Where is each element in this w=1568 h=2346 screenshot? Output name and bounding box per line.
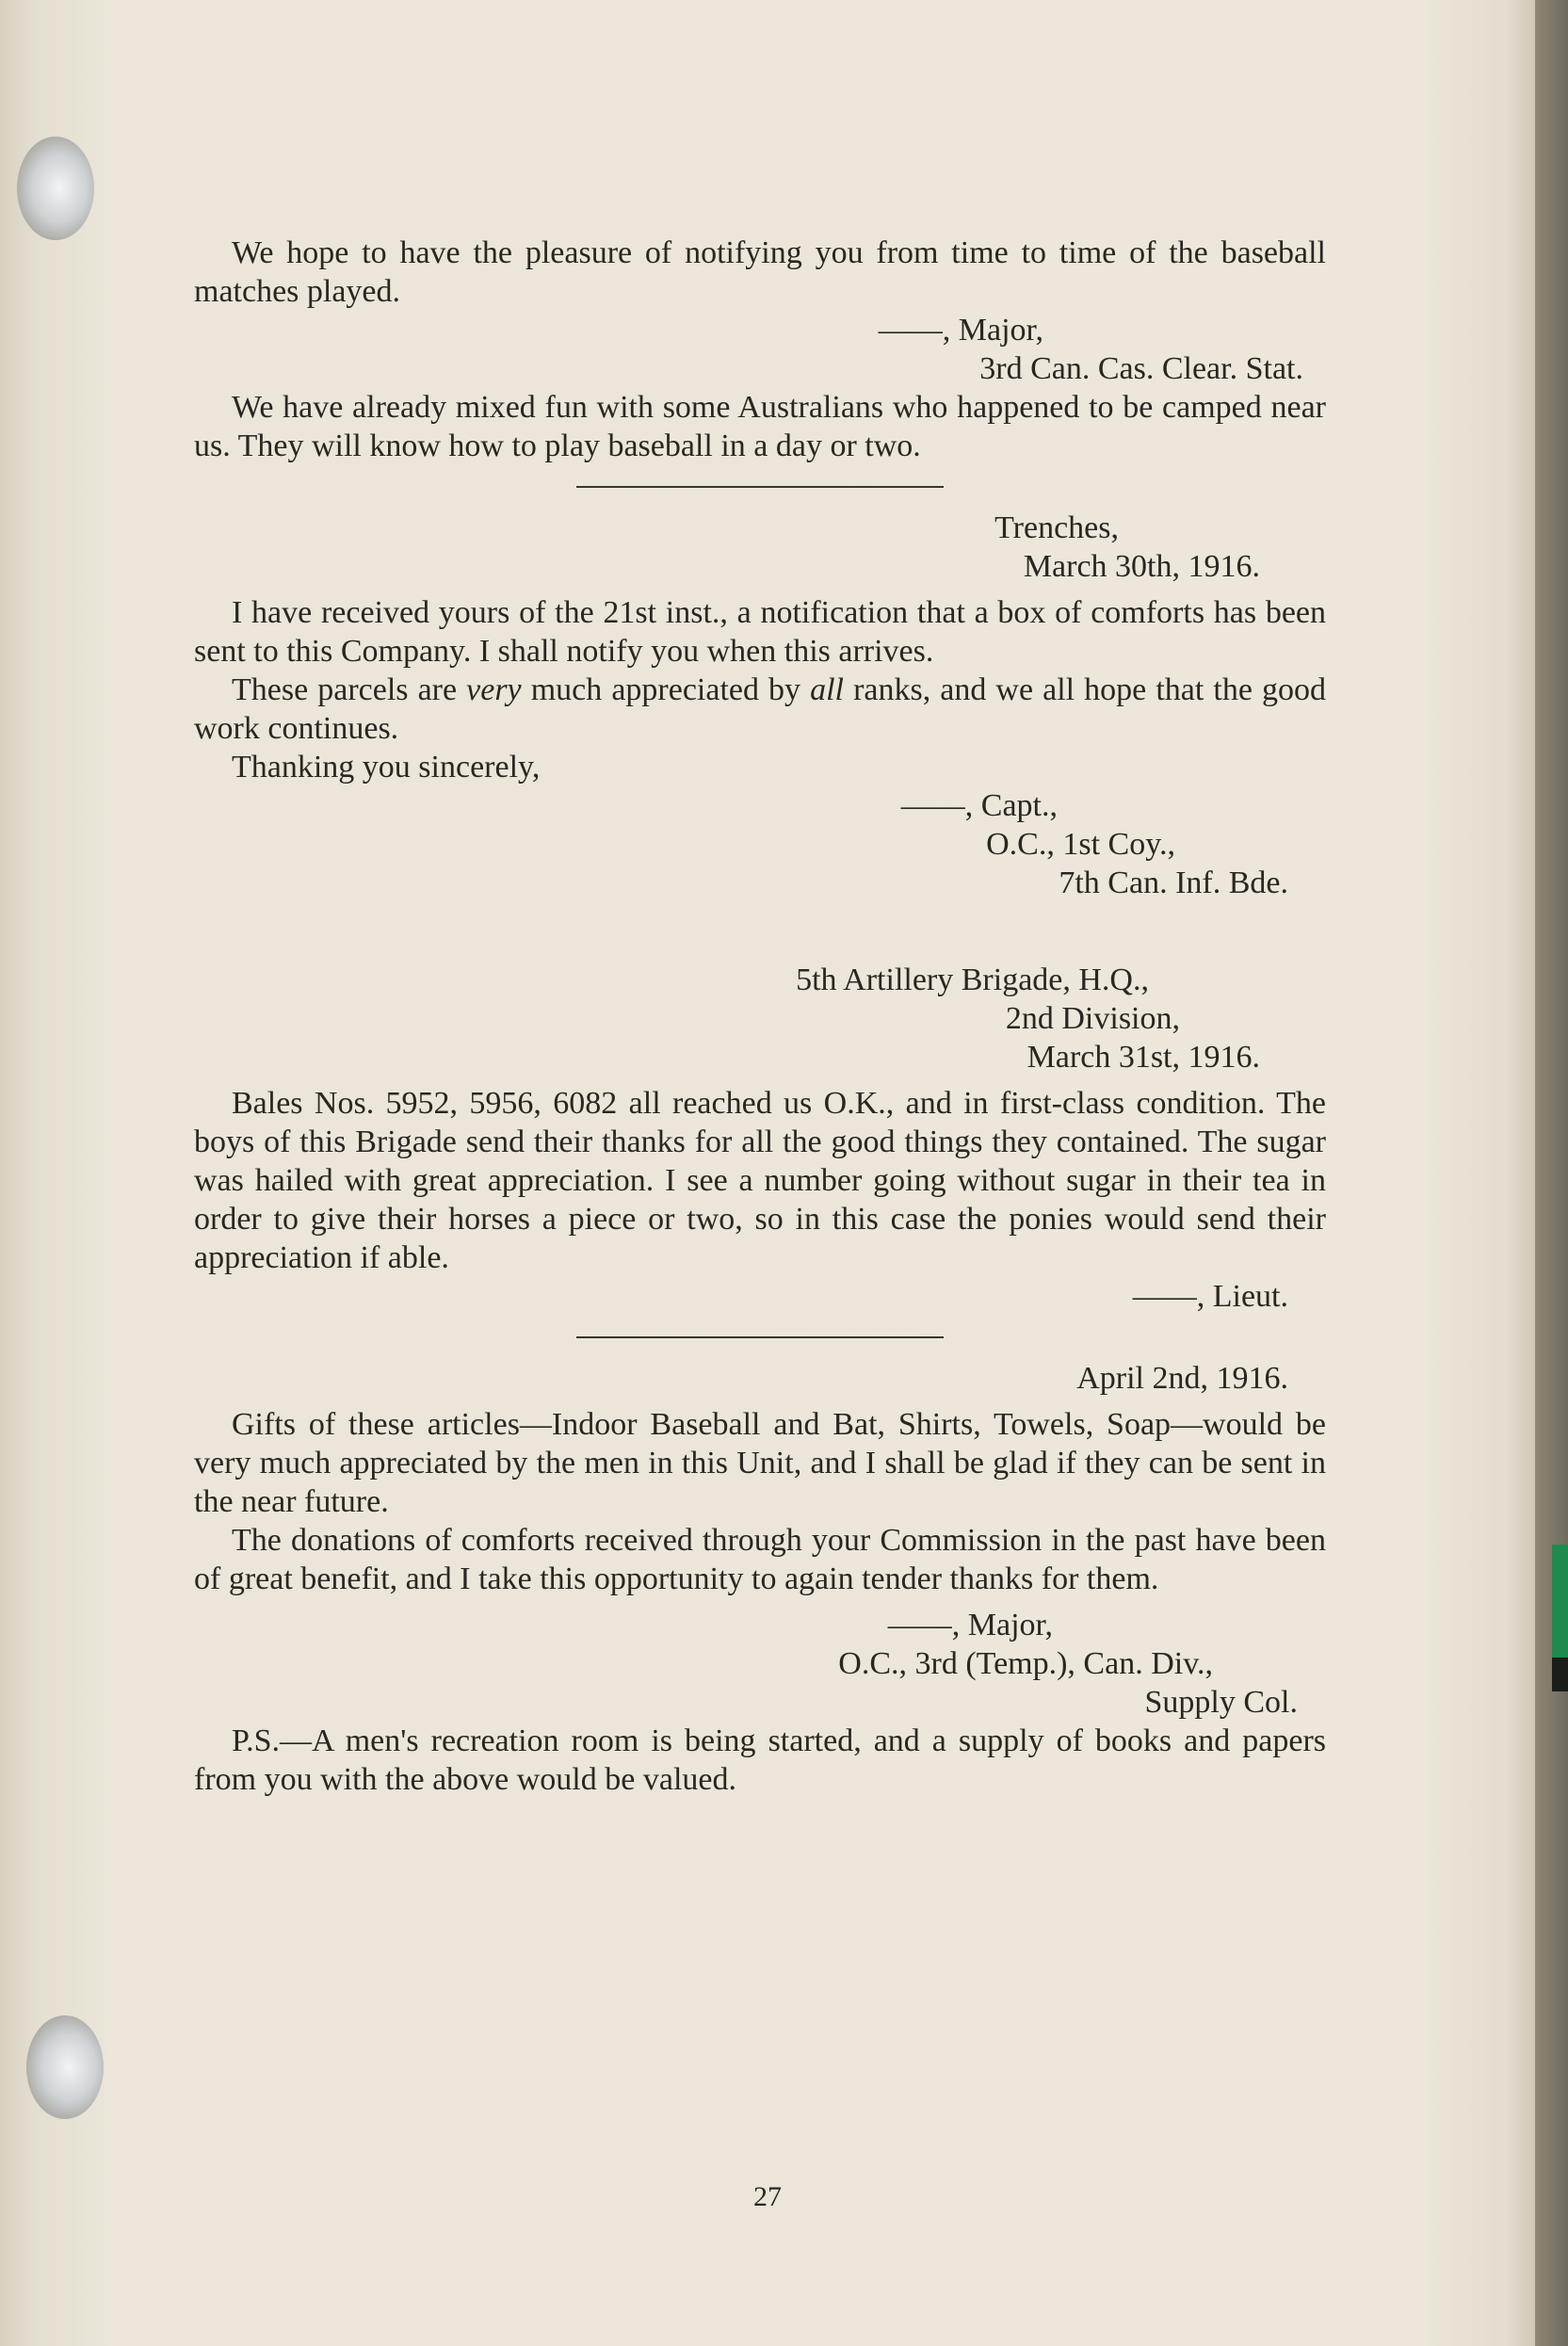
emphasis-all: all xyxy=(810,672,845,707)
letter-4-heading-date: April 2nd, 1916. xyxy=(1076,1361,1288,1396)
letter-4-paragraph-2: The donations of comforts received through your Commission in the past have been of great benefit, and I take this opportunity to again tender thanks for them. xyxy=(194,1523,1326,1596)
letter-2-signature-title: O.C., 1st Coy., xyxy=(986,827,1175,862)
letter-4-postscript: P.S.—A men's recreation room is being started, and a supply of books and papers from you with the above would be valued. xyxy=(194,1723,1326,1797)
binder-hole-top xyxy=(17,137,94,240)
emphasis-very: very xyxy=(466,672,522,707)
letter-2-heading-place: Trenches, xyxy=(994,510,1119,545)
letter-1-postscript: We have already mixed fun with some Australians who happened to be camped near us. They will know how to play baseball in a day or two. xyxy=(194,390,1326,463)
letter-2-heading-date: March 30th, 1916. xyxy=(1023,549,1260,584)
page-edge xyxy=(1535,0,1568,2346)
letter-4-signature-unit: Supply Col. xyxy=(1144,1685,1298,1720)
letter-2-paragraph-1: I have received yours of the 21st inst., a notification that a box of comforts has been sent to this Company. I shall notify you when this arrives. xyxy=(194,595,1326,669)
letter-3-heading-date: March 31st, 1916. xyxy=(1026,1040,1260,1075)
letter-4 xyxy=(194,1359,1326,1799)
letter-2-signature-unit: 7th Can. Inf. Bde. xyxy=(1059,866,1288,900)
letter-2-signature-name: ——, Capt., xyxy=(900,788,1058,823)
letter-1 xyxy=(194,234,1326,465)
letter-1-paragraph: We hope to have the pleasure of notifying you from time to time of the baseball matches played. xyxy=(194,235,1326,309)
letter-3-signature: ——, Lieut. xyxy=(1132,1279,1288,1314)
document-body xyxy=(194,234,1326,1799)
letter-4-paragraph-1: Gifts of these articles—Indoor Baseball and Bat, Shirts, Towels, Soap—would be very much appreciated by the men in this Unit, and I shall be glad if they can be sent in the near future. xyxy=(194,1407,1326,1519)
letter-2 xyxy=(194,509,1326,902)
section-divider xyxy=(576,486,944,488)
letter-1-signature-name: ——, Major, xyxy=(878,313,1043,348)
letter-2-paragraph-2: These parcels are very much appreciated by all ranks, and we all hope that the good work continues. xyxy=(194,672,1326,746)
page-number: 27 xyxy=(753,2181,782,2212)
letter-3-heading-division: 2nd Division, xyxy=(1005,1001,1180,1036)
green-index-tab xyxy=(1552,1545,1568,1658)
letter-1-signature-unit: 3rd Can. Cas. Clear. Stat. xyxy=(979,351,1303,386)
section-divider-2 xyxy=(576,1336,944,1338)
letter-3-paragraph: Bales Nos. 5952, 5956, 6082 all reached us O.K., and in first-class condition. The boys of this Brigade send their thanks for all the good things they contained. The sugar was hailed with great appreciation. I see a number going without sugar in their tea in order to give their horses a piece or two, so in this case the ponies would send their appreciation if able. xyxy=(194,1086,1326,1275)
letter-3-heading-unit: 5th Artillery Brigade, H.Q., xyxy=(796,963,1149,997)
letter-2-closing: Thanking you sincerely, xyxy=(232,750,541,785)
dark-index-tab xyxy=(1552,1658,1568,1691)
letter-4-signature-name: ——, Major, xyxy=(887,1608,1053,1642)
letter-4-signature-title: O.C., 3rd (Temp.), Can. Div., xyxy=(838,1646,1213,1681)
binder-hole-bottom xyxy=(26,2015,104,2119)
letter-3 xyxy=(194,961,1326,1316)
